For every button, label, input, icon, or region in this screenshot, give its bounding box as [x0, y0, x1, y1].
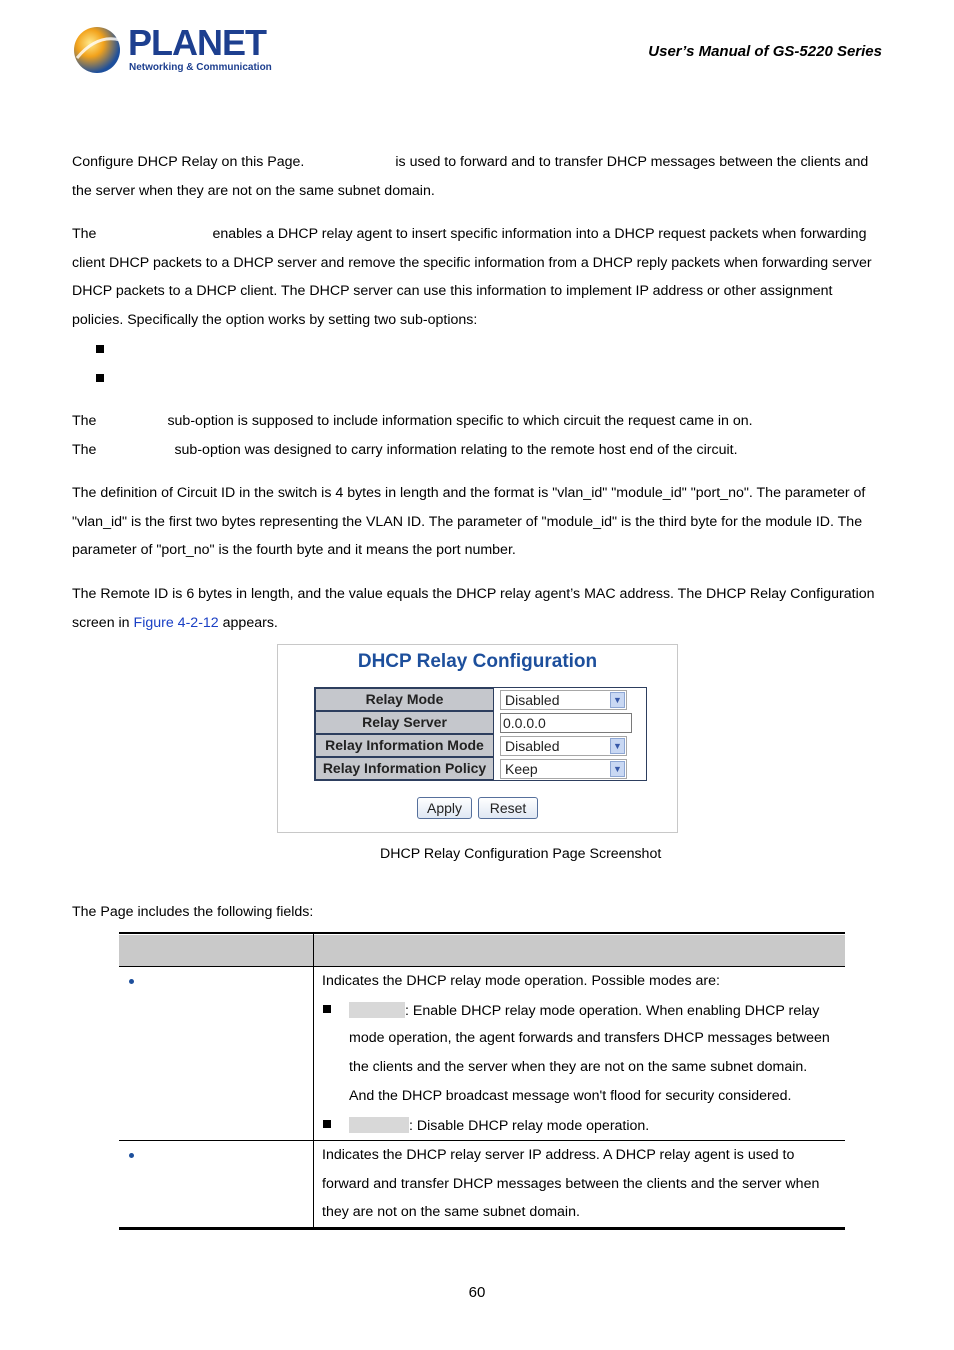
remote-id-text: The Remote ID is 6 bytes in length, and the value equals the DHCP relay agent’s MAC address. The DHCP Relay Configuration [72, 586, 875, 602]
enabled-text: : Enable DHCP relay mode operation. When enabling DHCP relay [405, 1003, 820, 1019]
square-bullet-icon [323, 1120, 331, 1128]
disabled-description [349, 1117, 649, 1134]
figure-link[interactable]: Figure 4-2-12 [133, 614, 219, 631]
enabled-text: mode operation, the agent forwards and transfers DHCP messages between [349, 1030, 830, 1046]
option82-text: DHCP packets to a DHCP client. The DHCP server can use this information to implement IP address or other assignment [72, 283, 833, 300]
apply-button[interactable]: Apply [417, 797, 472, 819]
intro-text: Configure DHCP Relay on this Page. [72, 154, 305, 170]
logo-tagline: Networking & Communication [129, 62, 272, 73]
square-bullet-icon [96, 345, 104, 353]
config-row-relay-info-mode [315, 734, 646, 757]
suboption-paragraph [72, 407, 884, 464]
intro-text: the server when they are not on the same subnet domain. [72, 182, 435, 199]
suboption-text: The [72, 441, 97, 458]
dhcp-relay-config-screenshot [277, 644, 678, 833]
figure-caption: DHCP Relay Configuration Page Screenshot [380, 846, 662, 862]
enabled-text: And the DHCP broadcast message won't flood for security considered. [349, 1088, 792, 1104]
fields-table [119, 932, 845, 1230]
suboption-text: The [72, 413, 97, 429]
circuit-id-text: parameter of "port_no" is the fourth byte and it means the port number. [72, 542, 516, 559]
option82-paragraph [72, 220, 884, 334]
redacted-term [349, 1002, 405, 1018]
config-row-relay-server [315, 711, 646, 734]
intro-paragraph [72, 148, 884, 205]
relay-server-description: Indicates the DHCP relay server IP address. A DHCP relay agent is used to [322, 1147, 795, 1163]
relay-server-description: forward and transfer DHCP messages between the clients and the server when [322, 1176, 820, 1192]
suboption-text: sub-option is supposed to include information specific to which circuit the request came in on. [167, 413, 753, 429]
chevron-down-icon[interactable]: ▼ [610, 738, 625, 754]
table-header [119, 935, 845, 966]
config-row-relay-mode [315, 688, 646, 711]
relay-info-policy-select[interactable] [500, 759, 627, 779]
option82-text: enables a DHCP relay agent to insert specific information into a DHCP request packets when forwarding [212, 226, 867, 242]
table-column-divider [313, 932, 314, 1228]
remote-id-text: appears. [222, 614, 278, 631]
remote-id-text: screen in [72, 614, 130, 631]
relay-server-label: Relay Server [315, 711, 494, 734]
enabled-description [349, 1002, 819, 1019]
round-bullet-icon [129, 1153, 134, 1158]
relay-info-mode-value: Disabled [505, 737, 560, 754]
relay-info-mode-select[interactable] [500, 736, 627, 756]
round-bullet-icon [129, 979, 134, 984]
config-row-relay-info-policy [315, 757, 646, 780]
relay-mode-select[interactable] [500, 690, 627, 710]
option82-text: policies. Specifically the option works by setting two sub-options: [72, 311, 478, 328]
chevron-down-icon[interactable]: ▼ [610, 761, 625, 777]
logo-wordmark: PLANET [128, 22, 266, 63]
option82-text: The [72, 226, 97, 242]
circuit-id-text: "vlan_id" is the first two bytes representing the VLAN ID. The parameter of "module_id" is the third byte for the module ID. The [72, 513, 863, 530]
config-table [314, 687, 647, 781]
table-rule [119, 1227, 845, 1230]
circuit-id-text: The definition of Circuit ID in the switch is 4 bytes in length and the format is "vlan_id" "module_id" "port_no". The parameter of [72, 485, 866, 501]
relay-info-policy-value: Keep [505, 760, 538, 777]
table-rule [119, 1140, 845, 1141]
intro-text: is used to forward and to transfer DHCP messages between the clients and [395, 154, 869, 170]
relay-mode-value: Disabled [505, 691, 560, 708]
disabled-text: : Disable DHCP relay mode operation. [409, 1118, 650, 1134]
enabled-text: the clients and the server when they are not on the same subnet domain. [349, 1059, 808, 1075]
page-number: 60 [468, 1284, 486, 1301]
redacted-term [349, 1117, 409, 1133]
reset-button[interactable]: Reset [478, 797, 538, 819]
square-bullet-icon [96, 374, 104, 382]
manual-title: User’s Manual of GS-5220 Series [648, 43, 882, 60]
relay-server-input[interactable]: 0.0.0.0 [500, 713, 632, 733]
table-rule [119, 966, 845, 967]
circuit-id-paragraph [72, 479, 884, 565]
chevron-down-icon[interactable]: ▼ [610, 692, 625, 708]
fields-intro: The Page includes the following fields: [72, 904, 314, 920]
config-title: DHCP Relay Configuration [357, 651, 598, 672]
table-rule [119, 932, 845, 934]
relay-info-mode-label: Relay Information Mode [315, 734, 494, 757]
suboption-text: sub-option was designed to carry information relating to the remote host end of the circuit. [174, 441, 738, 458]
option82-text: client DHCP packets to a DHCP server and remove the specific information from a DHCP reply packets when forwarding server [72, 254, 872, 271]
relay-server-description: they are not on the same subnet domain. [322, 1204, 580, 1220]
square-bullet-icon [323, 1005, 331, 1013]
relay-mode-label: Relay Mode [315, 688, 494, 711]
relay-info-policy-label: Relay Information Policy [315, 757, 494, 780]
remote-id-paragraph [72, 580, 884, 637]
relay-mode-description: Indicates the DHCP relay mode operation. Possible modes are: [322, 973, 720, 989]
planet-logo [72, 22, 272, 78]
